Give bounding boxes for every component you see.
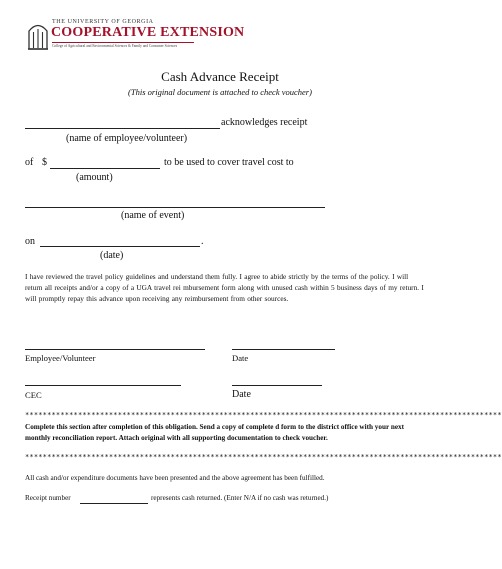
employee-date-line[interactable] xyxy=(232,349,335,350)
date-caption: (date) xyxy=(100,250,124,261)
employee-signature-line[interactable] xyxy=(25,349,205,350)
receipt-number-label: Receipt number xyxy=(25,494,71,502)
receipt-number-line[interactable] xyxy=(80,503,148,504)
cec-signature-line[interactable] xyxy=(25,385,181,386)
travel-cost-text: to be used to cover travel cost to xyxy=(164,157,294,168)
university-arch-logo-icon xyxy=(28,20,48,50)
employee-date-label: Date xyxy=(232,353,249,363)
cec-signature-label: CEC xyxy=(25,390,42,400)
cec-date-line[interactable] xyxy=(232,385,322,386)
agreement-paragraph: I have reviewed the travel policy guidelines and understand them fully. I agree to abide strictly by the terms of the policy. I will return all receipts and/or a copy of a UGA travel rei mbursement form along with unused cash within 5 business days of my return. I will promptly repay this advance upon receiving any reimbursement from other sources. xyxy=(25,272,424,304)
acknowledges-receipt-text: acknowledges receipt xyxy=(221,117,308,128)
employee-name-line[interactable] xyxy=(25,128,220,129)
logo-university-name: THE UNIVERSITY OF GEORGIA xyxy=(52,19,154,25)
employee-signature-label: Employee/Volunteer xyxy=(25,353,96,363)
employee-name-caption: (name of employee/volunteer) xyxy=(66,133,188,144)
cec-date-label: Date xyxy=(232,389,251,400)
event-name-caption: (name of event) xyxy=(121,210,185,221)
on-text: on xyxy=(25,236,35,247)
dollar-sign: $ xyxy=(42,157,47,168)
logo-college-name: College of Agricultural and Environmental Sciences & Family and Consumer Sciences xyxy=(52,44,178,48)
event-name-line[interactable] xyxy=(25,207,325,208)
of-text: of xyxy=(25,157,34,168)
logo-cooperative-extension: COOPERATIVE EXTENSION xyxy=(51,25,245,40)
separator-stars-bottom: ************************************************************************************************************ xyxy=(25,453,502,461)
completion-notice: Complete this section after completion of this obligation. Send a copy of complete d form to the district office with your next monthly reconciliation report. Attach original with all supporting documentation to check voucher. xyxy=(25,423,405,442)
separator-stars-top: ************************************************************************************************************ xyxy=(25,411,502,419)
date-line[interactable] xyxy=(40,246,200,247)
date-period: . xyxy=(201,236,204,247)
document-subtitle: (This original document is attached to check voucher) xyxy=(128,87,312,97)
fulfillment-statement: All cash and/or expenditure documents have been presented and the above agreement has been fulfilled. xyxy=(25,474,325,482)
document-title: Cash Advance Receipt xyxy=(161,69,279,84)
cash-returned-text: represents cash returned. (Enter N/A if no cash was returned.) xyxy=(151,494,329,502)
logo-divider xyxy=(52,42,194,43)
amount-caption: (amount) xyxy=(76,172,113,183)
amount-line[interactable] xyxy=(50,168,160,169)
